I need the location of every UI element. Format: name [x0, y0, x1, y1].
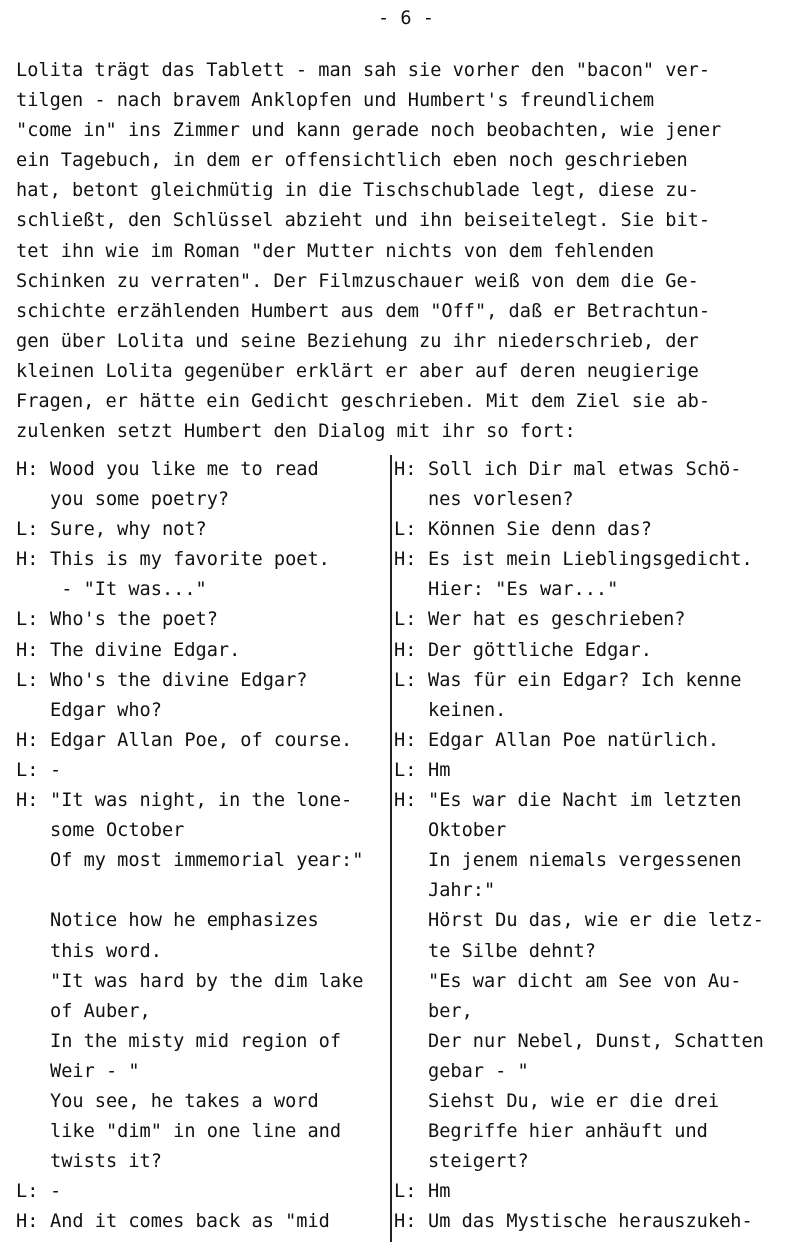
dialogue-row — [0, 937, 812, 967]
dialogue-text: Who's the divine Edgar? — [50, 669, 308, 691]
german-line — [390, 575, 812, 605]
german-line — [390, 485, 812, 515]
german-line — [390, 1057, 812, 1087]
dialogue-text: The divine Edgar. — [50, 639, 241, 661]
speaker-label: H: — [394, 459, 417, 480]
speaker-label: L: — [16, 669, 39, 691]
speaker-label: L: — [394, 669, 417, 691]
dialogue-row — [0, 636, 812, 666]
german-line — [390, 876, 812, 906]
speaker-label: L: — [394, 759, 417, 781]
speaker-label: L: — [16, 1181, 39, 1203]
dialogue-text: this word. — [50, 940, 162, 962]
dialogue-text: twists it? — [50, 1151, 162, 1173]
dialogue-text: - — [50, 759, 62, 781]
english-line — [0, 1057, 390, 1087]
english-line — [0, 726, 390, 756]
german-line — [390, 1177, 812, 1207]
dialogue-text: And it comes back as "mid — [50, 1211, 330, 1233]
dialogue-text: "Es war die Nacht im letzten — [428, 790, 742, 812]
speaker-label: L: — [16, 519, 39, 541]
german-line — [390, 967, 812, 997]
dialogue-text: Was für ein Edgar? Ich kenne — [428, 669, 742, 691]
dialogue-text: Wood you like me to read — [50, 459, 319, 480]
dialogue-row — [0, 997, 812, 1027]
dialogue-text: "It was hard by the dim lake — [50, 970, 364, 992]
dialogue-text: Notice how he emphasizes — [50, 910, 319, 932]
dialogue-text: Edgar who? — [50, 699, 162, 721]
dialogue-text: Siehst Du, wie er die drei — [428, 1090, 720, 1112]
dialogue-row — [0, 1147, 812, 1177]
speaker-label: H: — [394, 790, 417, 812]
dialogue-row — [0, 515, 812, 545]
english-line — [0, 876, 390, 906]
english-line — [0, 1027, 390, 1057]
dialogue-text: You see, he takes a word — [50, 1090, 319, 1112]
intro-line: gen über Lolita und seine Beziehung zu ihr niederschrieb, der — [16, 330, 699, 352]
english-line — [0, 1117, 390, 1147]
german-line — [390, 605, 812, 635]
dialogue-row — [0, 906, 812, 936]
german-line — [390, 906, 812, 936]
dialogue-row — [0, 876, 812, 906]
speaker-label: L: — [394, 1181, 417, 1203]
speaker-label: H: — [394, 1211, 417, 1233]
german-line — [390, 1207, 812, 1237]
dialogue-text: nes vorlesen? — [428, 489, 574, 511]
dialogue-text: Es ist mein Lieblingsgedicht. — [428, 549, 753, 571]
dialogue-text: Der göttliche Edgar. — [428, 639, 652, 661]
dialogue-text: like "dim" in one line and — [50, 1121, 342, 1143]
german-line — [390, 1027, 812, 1057]
english-line — [0, 1207, 390, 1237]
dialogue-table — [0, 455, 812, 1237]
dialogue-row — [0, 1207, 812, 1237]
dialogue-text: Soll ich Dir mal etwas Schö- — [428, 459, 742, 480]
speaker-label: H: — [16, 639, 39, 661]
dialogue-row — [0, 485, 812, 515]
dialogue-text: "Es war dicht am See von Au- — [428, 970, 742, 992]
english-line — [0, 605, 390, 635]
dialogue-row — [0, 786, 812, 816]
dialogue-text: ber, — [428, 1000, 473, 1022]
dialogue-text: Können Sie denn das? — [428, 519, 652, 541]
speaker-label: L: — [394, 609, 417, 631]
german-line — [390, 545, 812, 575]
german-line — [390, 726, 812, 756]
speaker-label: H: — [394, 549, 417, 571]
german-line — [390, 515, 812, 545]
dialogue-text: of Auber, — [50, 1000, 151, 1022]
german-line — [390, 937, 812, 967]
english-line — [0, 1087, 390, 1117]
dialogue-text: Oktober — [428, 820, 507, 842]
dialogue-text: Um das Mystische herauszukeh- — [428, 1211, 753, 1233]
dialogue-row — [0, 605, 812, 635]
intro-line: Fragen, er hätte ein Gedicht geschrieben. Mit dem Ziel sie ab- — [16, 391, 711, 413]
dialogue-text: - — [50, 1181, 62, 1203]
speaker-label: H: — [394, 729, 417, 751]
dialogue-text: This is my favorite poet. — [50, 549, 330, 571]
english-line — [0, 756, 390, 786]
dialogue-text: Sure, why not? — [50, 519, 207, 541]
dialogue-row — [0, 967, 812, 997]
intro-line: zulenken setzt Humbert den Dialog mit ihr so fort: — [16, 421, 576, 443]
dialogue-text: Der nur Nebel, Dunst, Schatten — [428, 1030, 764, 1052]
intro-line: kleinen Lolita gegenüber erklärt er aber auf deren neugierige — [16, 360, 699, 382]
english-line — [0, 485, 390, 515]
dialogue-text: Of my most immemorial year:" — [50, 850, 364, 872]
dialogue-text: Hm — [428, 759, 451, 781]
dialogue-row — [0, 1027, 812, 1057]
dialogue-text: gebar - " — [428, 1060, 529, 1082]
dialogue-text: Weir - " — [50, 1060, 140, 1082]
page-number: - 6 - — [378, 8, 434, 29]
english-line — [0, 575, 390, 605]
german-line — [390, 786, 812, 816]
speaker-label: H: — [16, 549, 39, 571]
dialogue-text: Who's the poet? — [50, 609, 218, 631]
dialogue-text: - "It was..." — [50, 579, 207, 601]
german-line — [390, 636, 812, 666]
dialogue-row — [0, 1057, 812, 1087]
dialogue-text: some October — [50, 820, 185, 842]
intro-line: schließt, den Schlüssel abzieht und ihn beiseitelegt. Sie bit- — [16, 210, 711, 232]
dialogue-row — [0, 545, 812, 575]
german-line — [390, 455, 812, 485]
intro-line: schichte erzählenden Humbert aus dem "Off", daß er Betrachtun- — [16, 300, 711, 322]
dialogue-text: Edgar Allan Poe natürlich. — [428, 729, 720, 751]
german-line — [390, 846, 812, 876]
dialogue-text: Edgar Allan Poe, of course. — [50, 729, 353, 751]
dialogue-text: In the misty mid region of — [50, 1030, 342, 1052]
dialogue-text: keinen. — [428, 699, 507, 721]
dialogue-row — [0, 726, 812, 756]
english-line — [0, 1177, 390, 1207]
german-line — [390, 1087, 812, 1117]
english-line — [0, 455, 390, 485]
dialogue-text: Begriffe hier anhäuft und — [428, 1121, 708, 1143]
english-line — [0, 997, 390, 1027]
english-line — [0, 786, 390, 816]
dialogue-row — [0, 846, 812, 876]
english-line — [0, 937, 390, 967]
english-line — [0, 666, 390, 696]
speaker-label: H: — [16, 1211, 39, 1233]
dialogue-row — [0, 816, 812, 846]
intro-line: "come in" ins Zimmer und kann gerade noch beobachten, wie jener — [16, 120, 722, 142]
dialogue-text: Jahr:" — [428, 880, 496, 902]
intro-line: ein Tagebuch, in dem er offensichtlich eben noch geschrieben — [16, 150, 688, 172]
german-line — [390, 756, 812, 786]
german-line — [390, 696, 812, 726]
dialogue-row — [0, 1177, 812, 1207]
dialogue-text: Hörst Du das, wie er die letz- — [428, 910, 764, 932]
english-line — [0, 545, 390, 575]
english-line — [0, 636, 390, 666]
intro-line: Schinken zu verraten". Der Filmzuschauer weiß von dem die Ge- — [16, 270, 699, 292]
speaker-label: H: — [16, 459, 39, 480]
dialogue-text: you some poetry? — [50, 489, 230, 511]
intro-paragraph — [16, 56, 796, 447]
dialogue-text: Wer hat es geschrieben? — [428, 609, 686, 631]
speaker-label: L: — [16, 759, 39, 781]
english-line — [0, 696, 390, 726]
dialogue-row — [0, 696, 812, 726]
intro-line: tilgen - nach bravem Anklopfen und Humbert's freundlichem — [16, 90, 655, 112]
german-line — [390, 666, 812, 696]
dialogue-row — [0, 575, 812, 605]
dialogue-text: te Silbe dehnt? — [428, 940, 596, 962]
dialogue-text: Hm — [428, 1181, 451, 1203]
dialogue-row — [0, 666, 812, 696]
dialogue-row — [0, 1087, 812, 1117]
speaker-label: L: — [16, 609, 39, 631]
speaker-label: H: — [16, 790, 39, 812]
speaker-label: H: — [394, 639, 417, 661]
dialogue-text: Hier: "Es war..." — [428, 579, 619, 601]
english-line — [0, 515, 390, 545]
intro-line: Lolita trägt das Tablett - man sah sie vorher den "bacon" ver- — [16, 60, 711, 81]
german-line — [390, 1147, 812, 1177]
dialogue-text: In jenem niemals vergessenen — [428, 850, 742, 872]
intro-line: hat, betont gleichmütig in die Tischschublade legt, diese zu- — [16, 180, 699, 202]
dialogue-text: "It was night, in the lone- — [50, 790, 353, 812]
german-line — [390, 1117, 812, 1147]
english-line — [0, 967, 390, 997]
dialogue-row — [0, 756, 812, 786]
english-line — [0, 906, 390, 936]
speaker-label: L: — [394, 519, 417, 541]
dialogue-row — [0, 1117, 812, 1147]
english-line — [0, 1147, 390, 1177]
german-line — [390, 816, 812, 846]
dialogue-row — [0, 455, 812, 485]
german-line — [390, 997, 812, 1027]
dialogue-text: steigert? — [428, 1151, 529, 1173]
english-line — [0, 816, 390, 846]
intro-line: tet ihn wie im Roman "der Mutter nichts von dem fehlenden — [16, 240, 655, 262]
speaker-label: H: — [16, 729, 39, 751]
english-line — [0, 846, 390, 876]
